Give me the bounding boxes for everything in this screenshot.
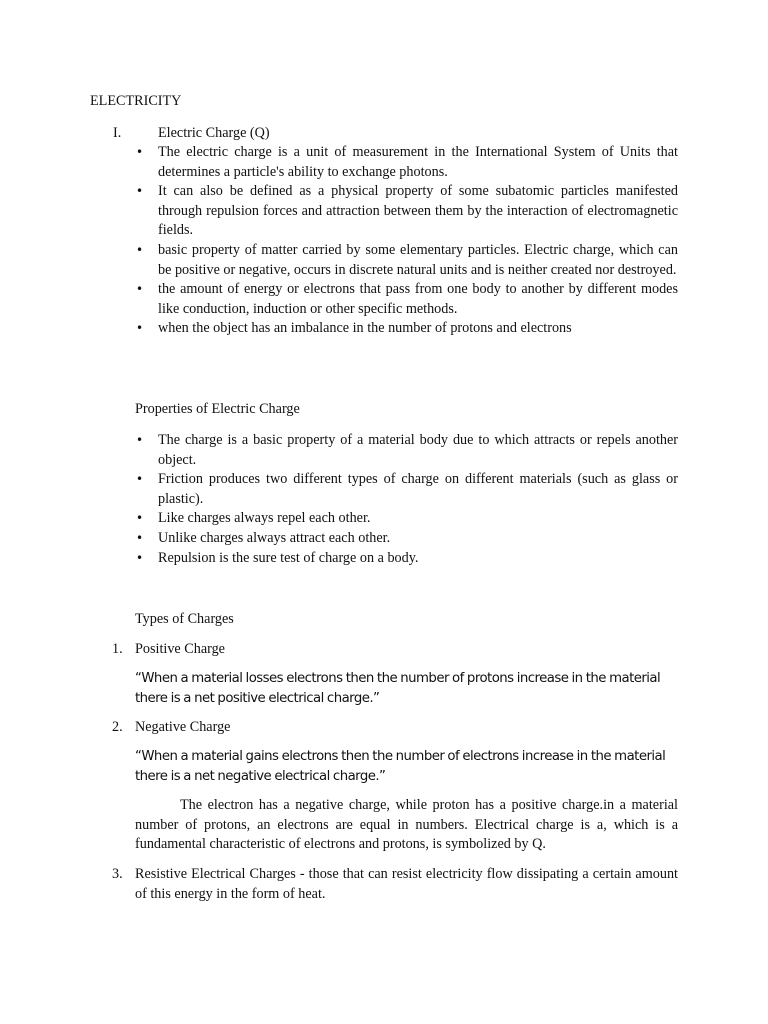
item-number: 2.	[112, 719, 123, 735]
item-number: 1.	[112, 641, 123, 657]
section-heading-electric-charge: Electric Charge (Q)	[158, 125, 270, 141]
list-item: • Like charges always repel each other.	[158, 509, 678, 529]
list-item: • It can also be defined as a physical property of some subatomic particles manifested through repulsion forces and attraction between them by the interaction of electromagnetic fields.	[158, 182, 678, 241]
list-item: • Friction produces two different types of charge on different materials (such as glass or plastic).	[158, 470, 678, 509]
document-title: ELECTRICITY	[90, 93, 182, 109]
item-number: 3.	[112, 866, 123, 882]
negative-charge-quote: “When a material gains electrons then the number of electrons increase in the material there is a net negative electrical charge.”	[135, 749, 666, 784]
electric-charge-bullet-list	[158, 143, 678, 339]
positive-charge-quote: “When a material losses electrons then the number of protons increase in the material there is a net positive electrical charge.”	[135, 671, 661, 706]
resistive-charge-text: Resistive Electrical Charges - those that can resist electricity flow dissipating a certain amount of this energy in the form of heat.	[135, 866, 678, 902]
types-heading: Types of Charges	[135, 611, 234, 627]
section-numeral: I.	[113, 125, 122, 141]
properties-bullet-list	[158, 431, 678, 568]
negative-charge-paragraph: The electron has a negative charge, while proton has a positive charge.in a material number of protons, an electrons are equal in numbers. Electrical charge is a, which is a fundamental characteristic of electrons and protons, is symbolized by Q.	[135, 797, 678, 853]
negative-charge-label: Negative Charge	[135, 719, 231, 735]
properties-heading: Properties of Electric Charge	[135, 401, 300, 417]
list-item: • the amount of energy or electrons that pass from one body to another by different modes like conduction, induction or other specific methods.	[158, 280, 678, 319]
list-item: • Unlike charges always attract each other.	[158, 529, 678, 549]
positive-charge-label: Positive Charge	[135, 641, 225, 657]
list-item: • The charge is a basic property of a material body due to which attracts or repels another object.	[158, 431, 678, 470]
list-item: • basic property of matter carried by some elementary particles. Electric charge, which can be positive or negative, occurs in discrete natural units and is neither created nor destroyed.	[158, 241, 678, 280]
list-item: • The electric charge is a unit of measurement in the International System of Units that determines a particle's ability to exchange photons.	[158, 143, 678, 182]
list-item: • Repulsion is the sure test of charge on a body.	[158, 549, 678, 569]
list-item: • when the object has an imbalance in the number of protons and electrons	[158, 319, 678, 339]
